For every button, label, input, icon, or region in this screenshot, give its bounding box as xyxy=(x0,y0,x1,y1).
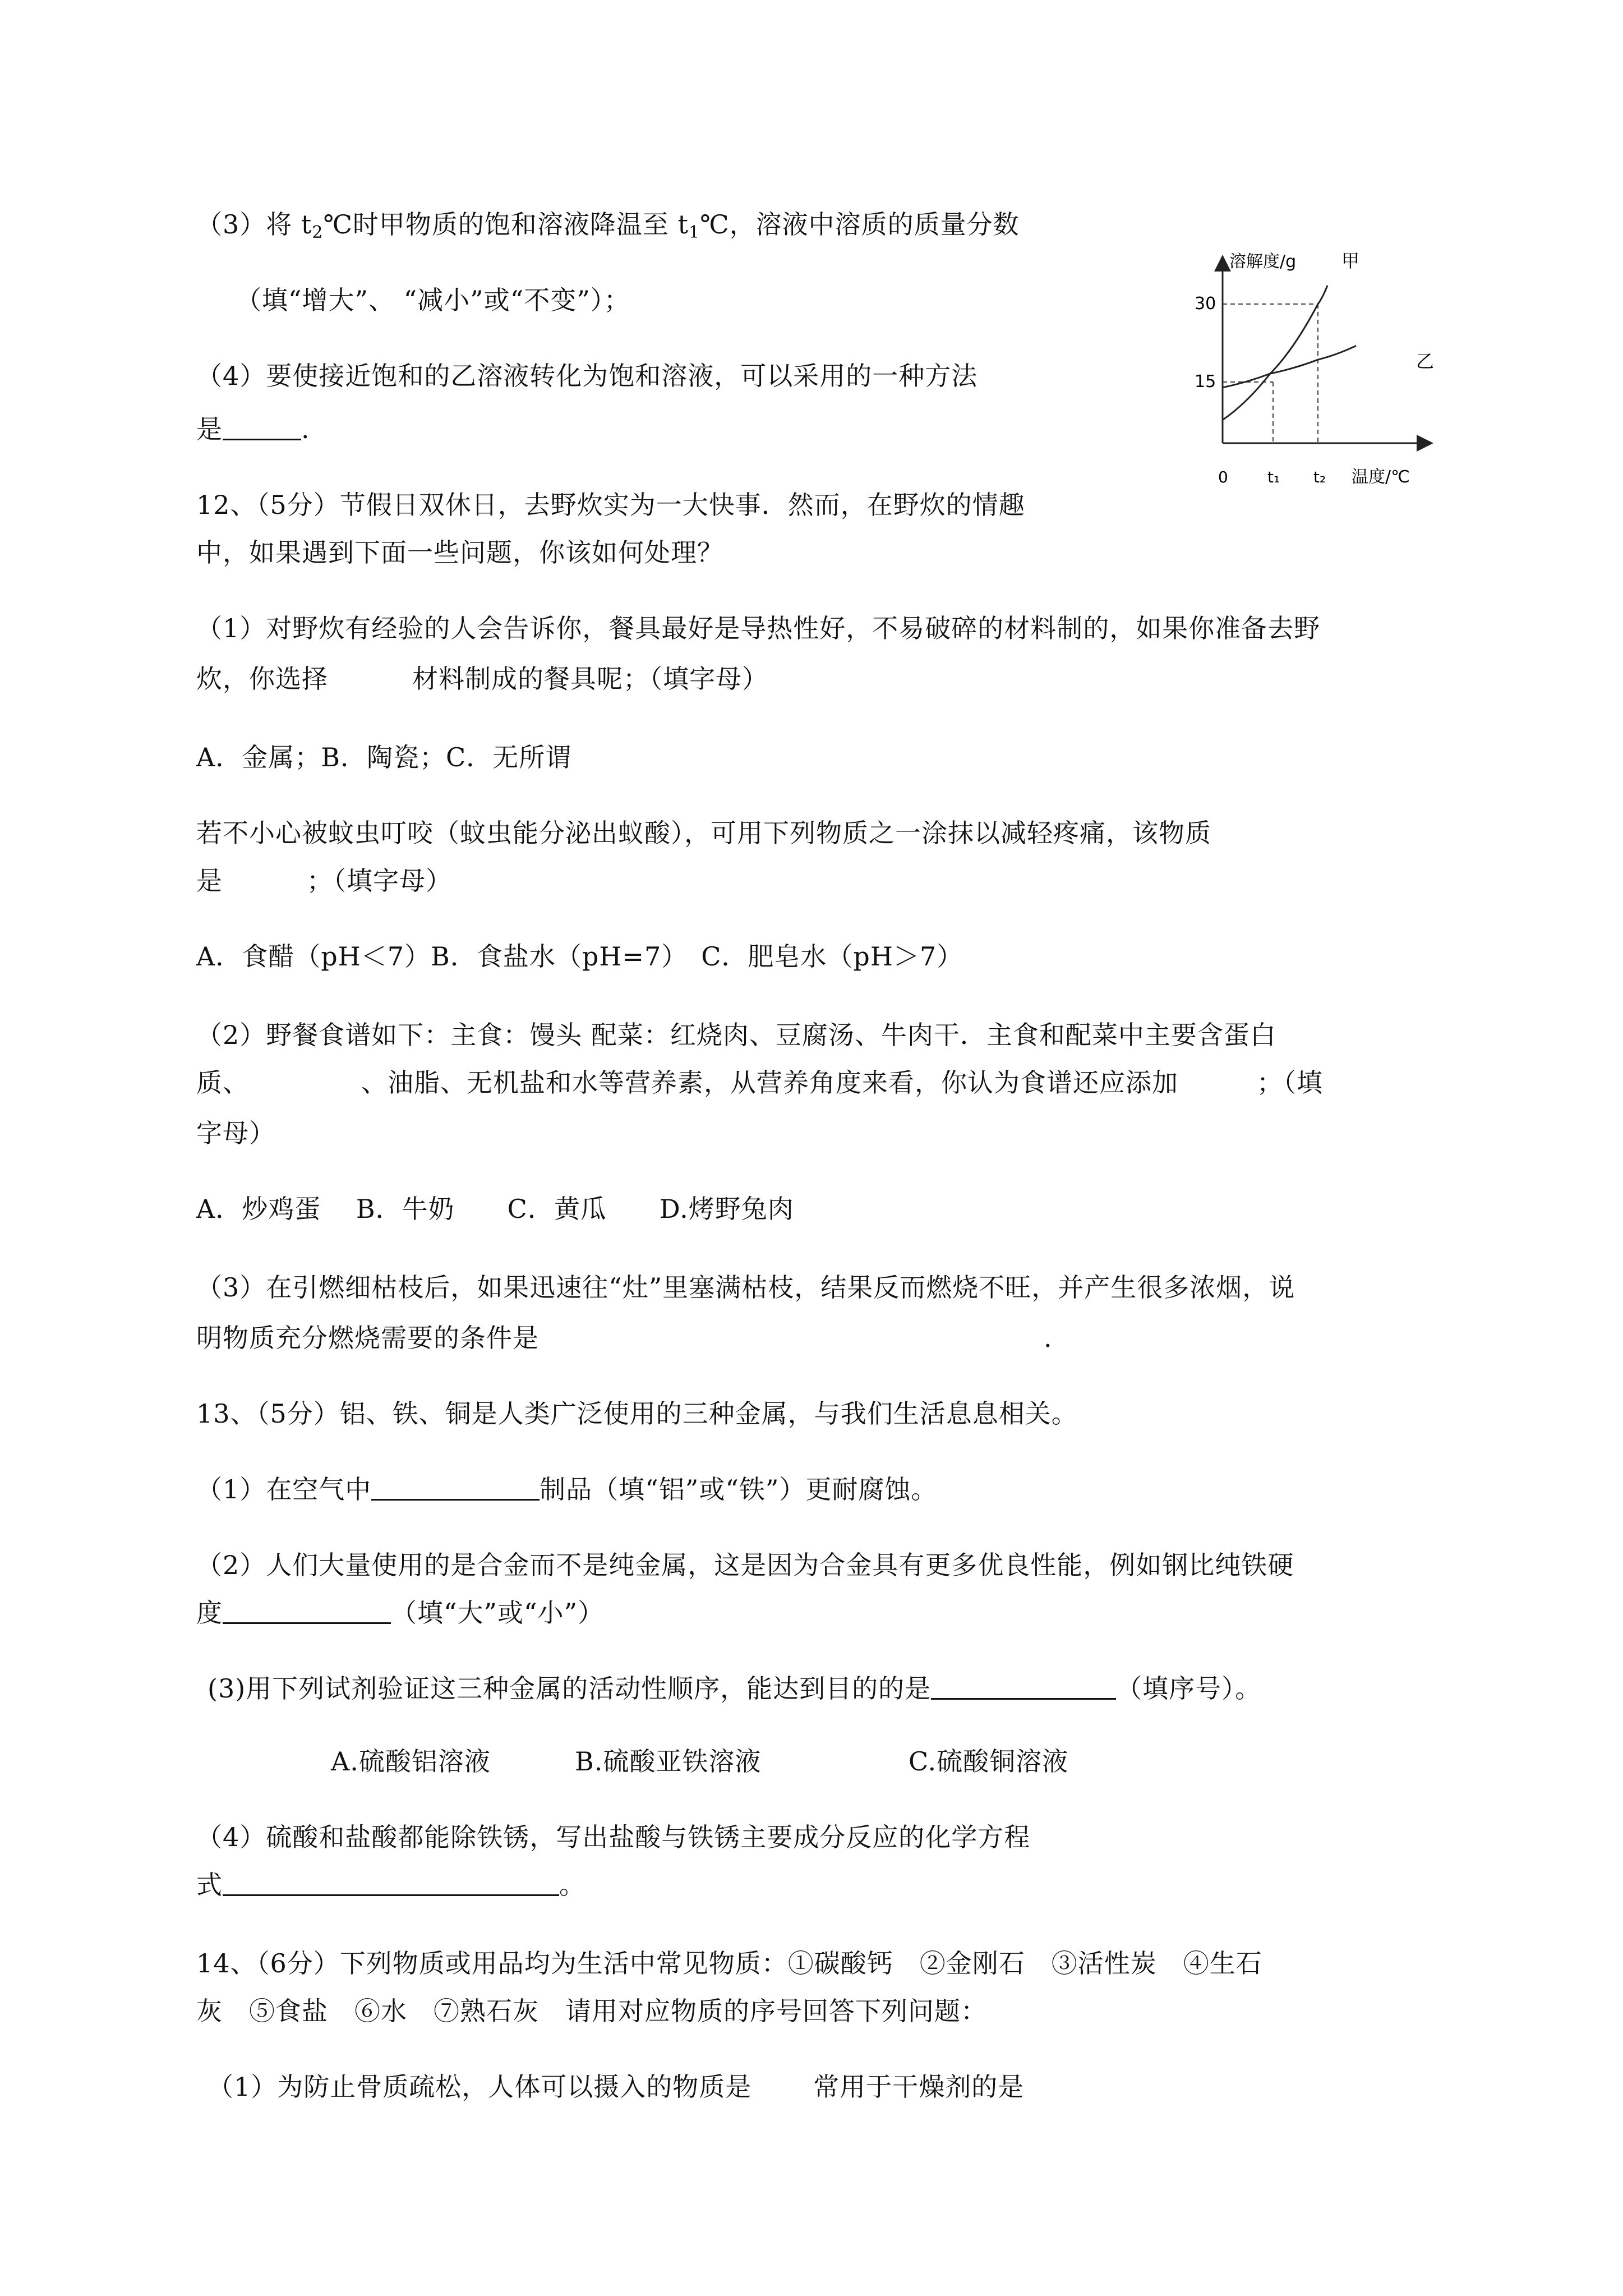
x-axis-label: 温度/℃ xyxy=(1352,467,1410,487)
q11-part4-line1: （4）要使接近饱和的乙溶液转化为饱和溶液，可以采用的一种方法 xyxy=(196,361,978,391)
q11-part3-text-b: ℃时甲物质的饱和溶液降温至 t xyxy=(323,209,689,240)
q13-part2-prefix: 度 xyxy=(196,1598,223,1628)
solubility-chart xyxy=(1189,247,1481,516)
q12-part1-suffix: 材料制成的餐具呢；（填字母） xyxy=(412,664,768,694)
q14-part1-prefix: （1）为防止骨质疏松，人体可以摄入的物质是 xyxy=(208,2072,752,2102)
q13-option-b: B.硫酸亚铁溶液 xyxy=(575,1746,762,1777)
q13-part4-line2 xyxy=(196,1868,585,1902)
q13-part4-line1: （4）硫酸和盐酸都能除铁锈，写出盐酸与铁锈主要成分反应的化学方程 xyxy=(196,1822,1031,1852)
q13-part4-prefix: 式 xyxy=(196,1870,223,1900)
q12-part2-suffix: ；（填 xyxy=(1257,1068,1323,1098)
q12-intro-line2: 中，如果遇到下面一些问题，你该如何处理？ xyxy=(196,537,723,568)
q12-bite-options: A．食醋（pH＜7）B．食盐水（pH=7） C．肥皂水（pH＞7） xyxy=(196,941,963,972)
q14-part1-suffix: 常用于干燥剂的是 xyxy=(813,2072,1025,2102)
q12-bite-line1: 若不小心被蚊虫叮咬（蚊虫能分泌出蚁酸），可用下列物质之一涂抹以减轻疼痛，该物质 xyxy=(196,818,1211,848)
q12-intro-line1: 12、（5分）节假日双休日，去野炊实为一大快事．然而，在野炊的情趣 xyxy=(196,490,1025,520)
t1-subscript: 1 xyxy=(689,223,700,242)
q14-intro-line2: 灰 ⑤食盐 ⑥水 ⑦熟石灰 请用对应物质的序号回答下列问题： xyxy=(196,1996,987,2026)
q12-part3-prefix: 明物质充分燃烧需要的条件是 xyxy=(196,1323,539,1353)
q13-part1-suffix: 制品（填“铝”或“铁”）更耐腐蚀。 xyxy=(540,1474,938,1504)
q12-bite-suffix: ；（填字母） xyxy=(307,866,452,896)
answer-blank[interactable] xyxy=(371,1473,540,1501)
q14-intro-line1: 14、（6分）下列物质或用品均为生活中常见物质：①碳酸钙 ②金刚石 ③活性炭 ④生石 xyxy=(196,1948,1262,1978)
q11-part3-line1 xyxy=(196,208,1020,250)
q13-option-c: C.硫酸铜溶液 xyxy=(909,1746,1069,1777)
x-tick-label-0: 0 xyxy=(1218,468,1228,486)
answer-blank[interactable] xyxy=(223,413,301,440)
q12-bite-line2 xyxy=(196,864,452,898)
y-tick-label-15: 15 xyxy=(1195,372,1216,392)
answer-blank[interactable] xyxy=(931,1672,1116,1700)
q12-part2-line2 xyxy=(196,1066,1323,1099)
q13-part4-suffix: 。 xyxy=(559,1870,585,1900)
q13-part1-prefix: （1）在空气中 xyxy=(196,1474,372,1504)
x-tick-label-t2: t₂ xyxy=(1313,468,1326,486)
y-axis-label: 溶解度/g xyxy=(1229,252,1297,272)
q12-part3-suffix: . xyxy=(1044,1323,1053,1353)
q12-part2-line1: （2）野餐食谱如下：主食：馒头 配菜：红烧肉、豆腐汤、牛肉干．主食和配菜中主要含蛋白 xyxy=(196,1020,1276,1050)
t2-subscript: 2 xyxy=(312,223,324,242)
series-label-jia: 甲 xyxy=(1341,250,1360,272)
q12-part2-line3: 字母） xyxy=(196,1118,275,1148)
curve-jia xyxy=(1223,286,1327,420)
answer-blank[interactable] xyxy=(223,1869,559,1896)
q12-part1-line2 xyxy=(196,662,768,696)
q11-part4-suffix: . xyxy=(301,414,310,444)
y-tick-label-30: 30 xyxy=(1195,294,1216,314)
q12-bite-prefix: 是 xyxy=(196,866,223,896)
q12-part1-options: A．金属；B．陶瓷；C．无所谓 xyxy=(196,742,572,772)
q13-part2-suffix: （填“大”或“小”） xyxy=(391,1598,605,1628)
q11-part3-line2: （填“增大”、 “减小”或“不变”）； xyxy=(236,285,630,315)
q13-part1 xyxy=(196,1473,937,1506)
q11-part3-text-c: ℃，溶液中溶质的质量分数 xyxy=(700,209,1020,240)
q13-part2-line2 xyxy=(196,1596,604,1630)
answer-blank[interactable] xyxy=(223,1596,391,1624)
q13-part3-suffix: （填序号）。 xyxy=(1116,1673,1262,1704)
q13-option-a: A.硫酸铝溶液 xyxy=(331,1746,491,1777)
q12-part2-options: A．炒鸡蛋 B．牛奶 C．黄瓜 D.烤野兔肉 xyxy=(196,1194,794,1224)
q13-intro: 13、（5分）铝、铁、铜是人类广泛使用的三种金属，与我们生活息息相关。 xyxy=(196,1398,1078,1429)
q12-part2-prefix: 质、 xyxy=(196,1068,249,1098)
q12-part3-line1: （3）在引燃细枯枝后，如果迅速往“灶”里塞满枯枝，结果反而燃烧不旺，并产生很多浓烟，说 xyxy=(196,1272,1295,1303)
series-label-yi: 乙 xyxy=(1416,351,1435,372)
q12-part2-middle: 、油脂、无机盐和水等营养素，从营养角度来看，你认为食谱还应添加 xyxy=(361,1068,1178,1098)
q14-part1 xyxy=(208,2070,1024,2104)
q11-part4-prefix: 是 xyxy=(196,414,223,444)
q12-part3-line2 xyxy=(196,1321,1053,1355)
q13-part3-prefix: (3)用下列试剂验证这三种金属的活动性顺序，能达到目的的是 xyxy=(208,1673,932,1704)
x-tick-label-t1: t₁ xyxy=(1267,468,1280,486)
q13-part3 xyxy=(208,1672,1261,1705)
q12-part1-prefix: 炊，你选择 xyxy=(196,664,328,694)
q12-part1-line1: （1）对野炊有经验的人会告诉你，餐具最好是导热性好，不易破碎的材料制的，如果你准备去野 xyxy=(196,613,1321,643)
q13-part2-line1: （2）人们大量使用的是合金而不是纯金属，这是因为合金具有更多优良性能，例如钢比纯铁硬 xyxy=(196,1550,1294,1580)
q11-part4-line2 xyxy=(196,412,310,446)
q11-part3-text-a: （3）将 t xyxy=(196,209,312,240)
